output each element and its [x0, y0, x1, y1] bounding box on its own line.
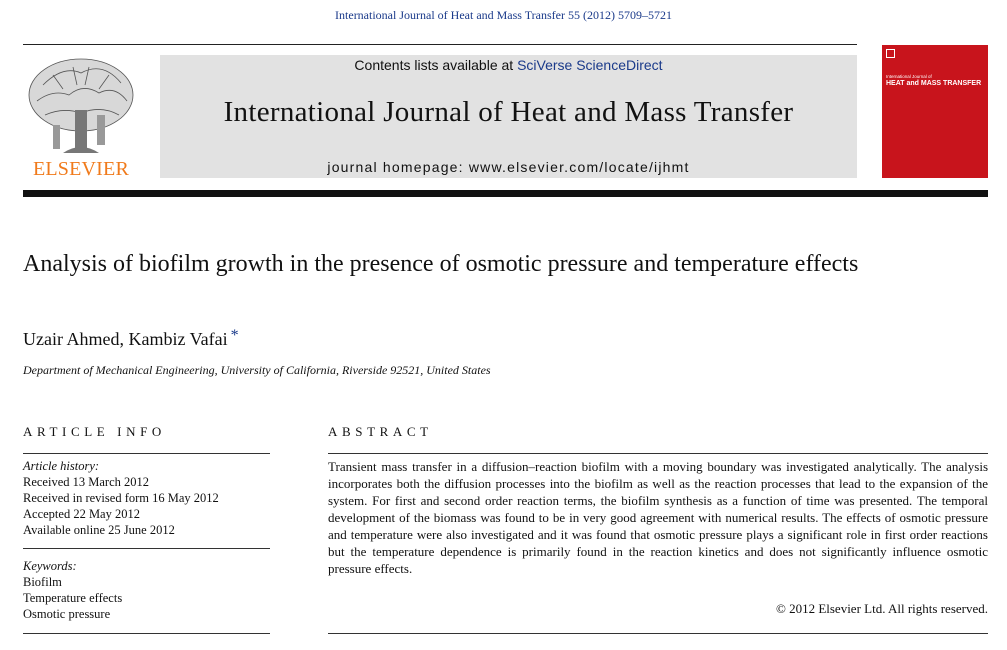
keyword-item: Biofilm: [23, 575, 62, 589]
copyright-notice: © 2012 Elsevier Ltd. All rights reserved.: [775, 601, 988, 616]
authors-names: Uzair Ahmed, Kambiz Vafai: [23, 329, 228, 349]
contents-prefix: Contents lists available at: [354, 57, 518, 73]
journal-cover: [882, 45, 988, 178]
article-info-rule-bottom: [23, 633, 270, 634]
elsevier-wordmark: ELSEVIER: [32, 158, 130, 180]
history-label: Article history:: [23, 459, 100, 473]
article-info-rule-mid: [23, 548, 270, 549]
cover-small-text: International Journal of: [886, 74, 932, 79]
journal-citation: International Journal of Heat and Mass Transfer 55 (2012) 5709–5721: [335, 8, 672, 22]
history-received: Received 13 March 2012: [23, 475, 150, 489]
header-rule: [23, 44, 857, 45]
history-accepted: Accepted 22 May 2012: [23, 507, 140, 521]
article-info-rule-top: [23, 453, 270, 454]
history-online: Available online 25 June 2012: [23, 523, 175, 537]
article-authors: [23, 327, 239, 350]
journal-homepage[interactable]: journal homepage: www.elsevier.com/locate/ijhmt: [327, 159, 690, 175]
sciencedirect-link[interactable]: SciVerse ScienceDirect: [517, 57, 663, 73]
abstract-rule-bottom: [328, 633, 988, 634]
keywords-label: Keywords:: [23, 559, 77, 573]
article-title: Analysis of biofilm growth in the presence of osmotic pressure and temperature effects: [23, 251, 859, 277]
article-info-heading: ARTICLE INFO: [23, 424, 166, 439]
abstract-text: Transient mass transfer in a diffusion–reaction biofilm with a moving boundary was investigated analytically. The analysis incorporates both the diffusion processes into the biofilm as well as the reaction processes that lead to the expansion of the system. For first and second order reaction terms, the biofilm synthesis as a function of time was presented. The temporal development of the biomass was found to be in very good agreement with numerical results. The effects of osmotic pressure and temperature were also investigated and it was found that osmotic pressure plays a significant role in first order reactions but the temperature dependence is primarily found in the reaction kinetics and does not significantly influence osmotic pressure effects.: [328, 459, 988, 576]
keyword-item: Temperature effects: [23, 591, 123, 605]
cover-title: HEAT and MASS TRANSFER: [886, 80, 982, 87]
history-revised: Received in revised form 16 May 2012: [23, 491, 219, 505]
journal-name: International Journal of Heat and Mass Transfer: [223, 96, 794, 128]
author-affiliation: Department of Mechanical Engineering, University of California, Riverside 92521, United States: [23, 363, 491, 377]
contents-available: [160, 57, 857, 73]
abstract-heading: ABSTRACT: [328, 424, 433, 439]
keywords-block: [23, 558, 122, 622]
article-history: [23, 458, 219, 538]
abstract-rule-top: [328, 453, 988, 454]
header-thick-rule: [23, 190, 988, 197]
keyword-item: Osmotic pressure: [23, 607, 111, 621]
corresponding-author-mark[interactable]: *: [230, 327, 239, 344]
cover-emblem-icon: [886, 49, 895, 58]
